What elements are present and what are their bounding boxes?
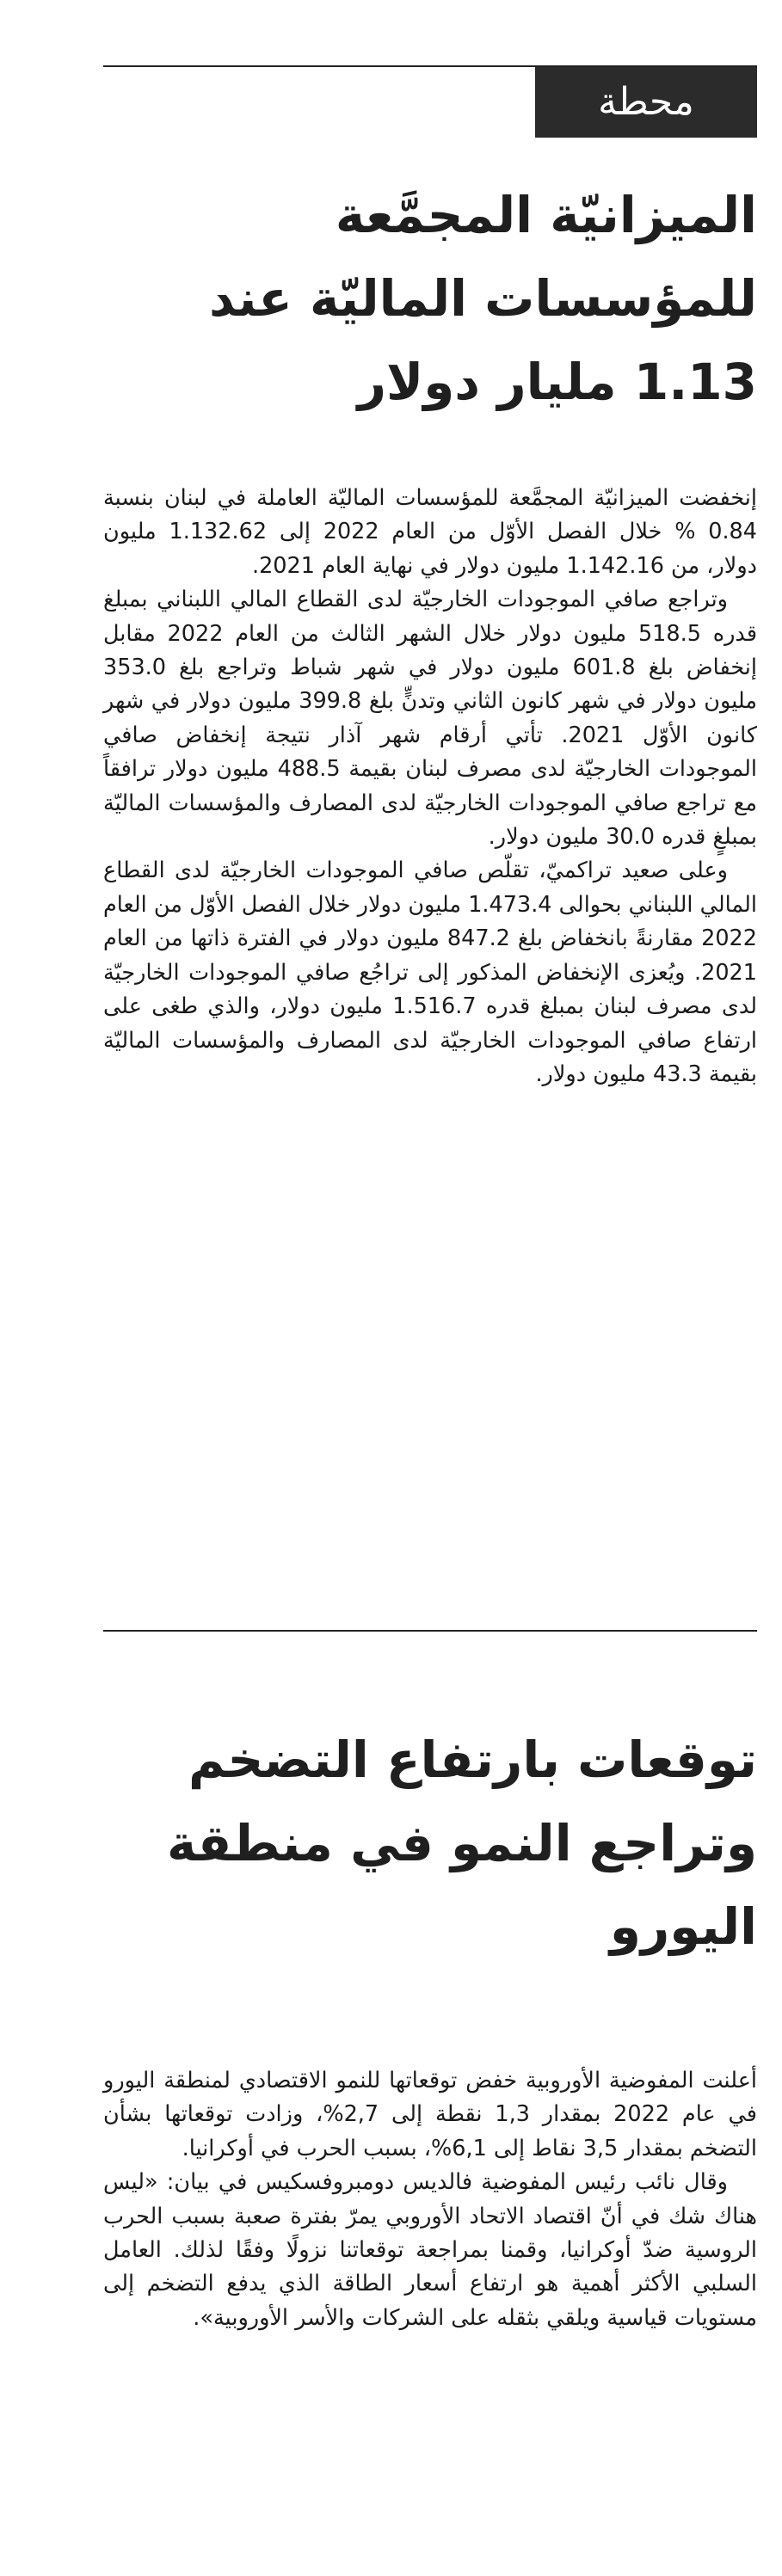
article-2-body (103, 2064, 757, 2335)
article-1-paragraph: وعلى صعيد تراكميّ، تقلّص صافي الموجودات الخارجيّة لدى القطاع المالي اللبناني بحوالى 1.473.4 مليون دولار خلال الفصل الأوّل من العام 2022 مقارنةً بانخفاض بلغ 847.2 مليون دولار في الفترة ذاتها من العام 2021. ويُعزى الإنخفاض المذكور إلى تراجُع صافي الموجودات الخارجيّة لدى مصرف لبنان بمبلغ قدره 1.516.7 مليون دولار، والذي طغى على ارتفاع صافي الموجودات الخارجيّة لدى المصارف والمؤسسات الماليّة بقيمة 43.3 مليون دولار. (103, 858, 758, 1087)
article-1-paragraph: إنخفضت الميزانيّة المجمَّعة للمؤسسات الماليّة العاملة في لبنان بنسبة 0.84 % خلال الفصل الأوّل من العام 2022 إلى 1.132.62 مليون دولار، من 1.142.16 مليون دولار في نهاية العام 2021. (103, 485, 757, 579)
article-1-headline: الميزانيّة المجمَّعة للمؤسسات الماليّة عند 1.13 مليار دولار (209, 186, 757, 411)
article-2-paragraph: أعلنت المفوضية الأوروبية خفض توقعاتها للنمو الاقتصادي لمنطقة اليورو في عام 2022 بمقدار 1,3 نقطة إلى 2,7%، وزادت توقعاتها بشأن التضخم بمقدار 3,5 نقاط إلى 6,1%، بسبب الحرب في أوكرانيا. (103, 2068, 757, 2161)
article-2-paragraph: وقال نائب رئيس المفوضية فالديس دومبروفسكيس في بيان: «ليس هناك شك في أنّ اقتصاد الاتحاد الأوروبي يمرّ بفترة صعبة بسبب الحرب الروسية ضدّ أوكرانيا، وقمنا بمراجعة توقعاتنا نزولًا وفقًا لذلك. العامل السلبي الأكثر أهمية هو ارتفاع أسعار الطاقة الذي يدفع التضخم إلى مستويات قياسية ويلقي بثقله على الشركات والأسر الأوروبية». (103, 2169, 757, 2331)
article-1-paragraph: وتراجع صافي الموجودات الخارجيّة لدى القطاع المالي اللبناني بمبلغ قدره 518.5 مليون دولار خلال الشهر الثالث من العام 2022 مقابل إنخفاض بلغ 601.8 مليون دولار في شهر شباط وتراجع بلغ 353.0 مليون دولار في شهر كانون الثاني وتدنٍّ بلغ 399.8 مليون دولار في شهر كانون الأوّل 2021. تأتي أرقام شهر آذار نتيجة إنخفاض صافي الموجودات الخارجيّة لدى مصرف لبنان بقيمة 488.5 مليون دولار ترافقاً مع تراجع صافي الموجودات الخارجيّة لدى المصارف والمؤسسات الماليّة بمبلغٍ قدره 30.0 مليون دولار. (103, 587, 758, 851)
section-tag: محطة (535, 67, 757, 138)
article-divider (103, 1630, 757, 1632)
article-1-body (103, 482, 757, 1091)
article-2-headline: توقعات بارتفاع التضخم وتراجع النمو في منطقة اليورو (166, 1731, 757, 1956)
